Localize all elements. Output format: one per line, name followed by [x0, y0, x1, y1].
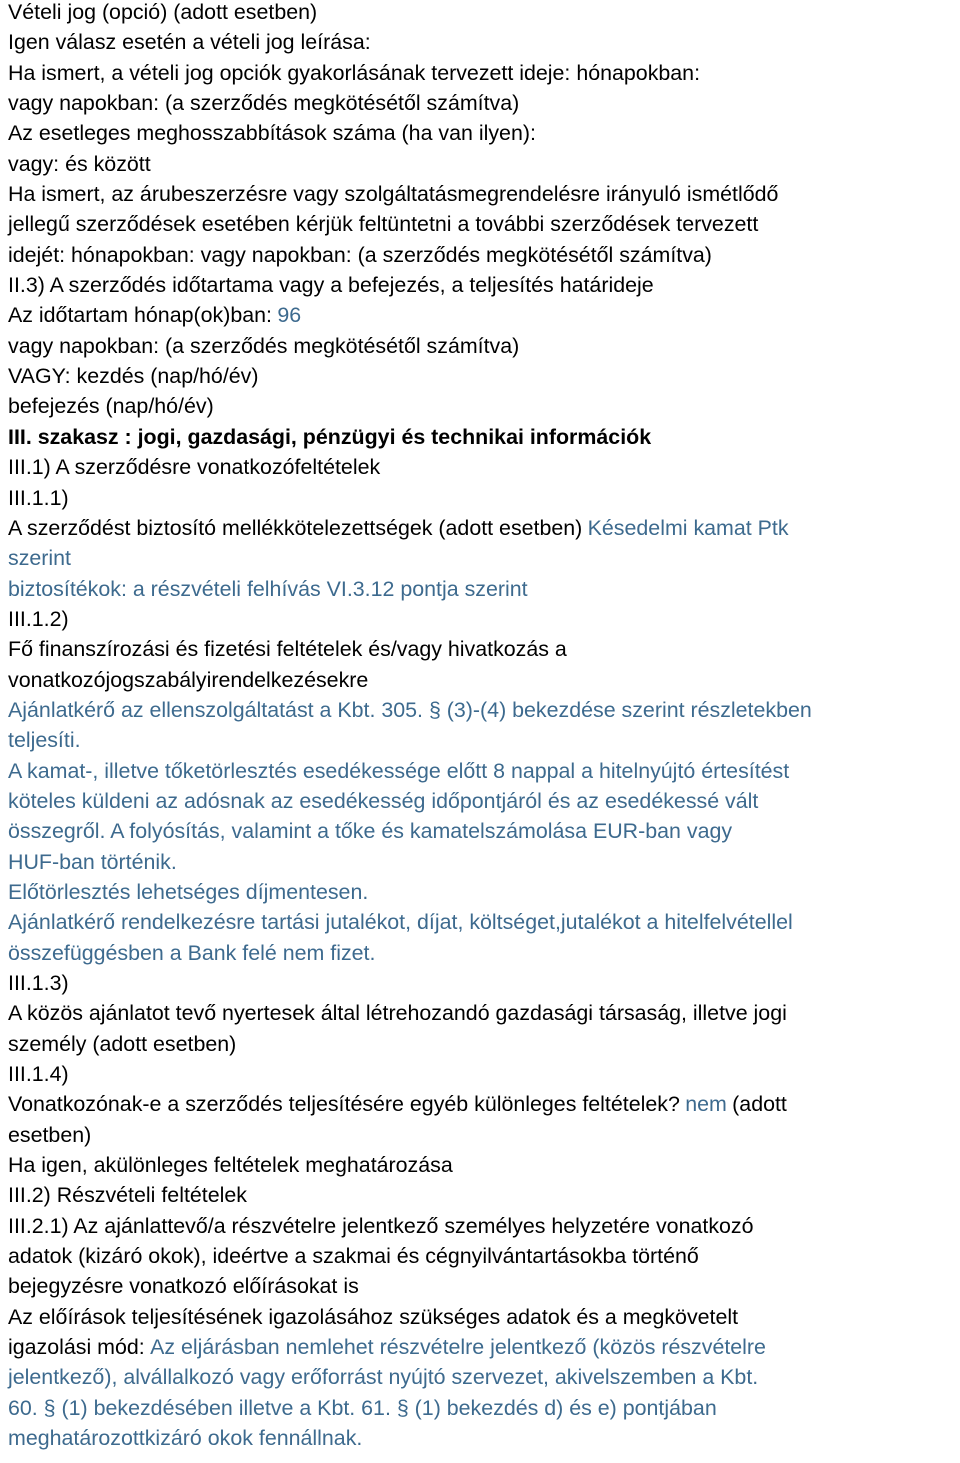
- extensions-range-label: vagy: és között: [8, 151, 151, 176]
- section-iii-1-4-heading: III.1.4): [8, 1062, 69, 1087]
- guarantees-value: Késedelmi kamat Ptk: [587, 515, 789, 540]
- verification-label: Az előírások teljesítésének igazolásához szükséges adatok és a megkövetelt: [8, 1304, 739, 1329]
- special-conditions-label: Vonatkozónak-e a szerződés teljesítésére egyéb különleges feltételek?: [8, 1092, 680, 1117]
- verification-mode-row: [8, 1332, 960, 1362]
- duration-months-value: 96: [277, 303, 302, 328]
- recurring-contracts-text-1: Ha ismert, az árubeszerzésre vagy szolgáltatásmegrendelésre irányuló ismétlődő: [8, 182, 779, 207]
- extensions-count-label: Az esetleges meghosszabbítások száma (ha van ilyen):: [8, 121, 536, 146]
- option-days-label: vagy napokban: (a szerződés megkötésétől számítva): [8, 91, 520, 116]
- financing-label-2: vonatkozójogszabályirendelkezésekre: [8, 667, 369, 692]
- section-iii-2-1-text-1: III.2.1) Az ajánlattevő/a részvételre jelentkező személyes helyzetére vonatkozó: [8, 1213, 754, 1238]
- document-text: [8, 0, 960, 1454]
- section-ii-3-heading: II.3) A szerződés időtartama vagy a befejezés, a teljesítés határideje: [8, 273, 654, 298]
- financing-value-4: köteles küldeni az adósnak az esedékesség időpontjáról és az esedékessé vált: [8, 788, 759, 813]
- section-iii-2-1-text-3: bejegyzésre vonatkozó előírásokat is: [8, 1274, 359, 1299]
- special-conditions-row: [8, 1089, 960, 1119]
- joint-bidders-label-1: A közös ajánlatot tevő nyertesek által létrehozandó gazdasági társaság, illetve jogi: [8, 1001, 787, 1026]
- duration-days-label: vagy napokban: (a szerződés megkötésétől számítva): [8, 333, 520, 358]
- option-right-description-label: Igen válasz esetén a vételi jog leírása:: [8, 30, 371, 55]
- section-iii-1-1-heading: III.1.1): [8, 485, 69, 510]
- section-iii-2-1-text-2: adatok (kizáró okok), ideértve a szakmai és cégnyilvántartásokba történő: [8, 1244, 699, 1269]
- guarantees-row: [8, 513, 960, 543]
- joint-bidders-label-2: személy (adott esetben): [8, 1031, 237, 1056]
- guarantees-label: A szerződést biztosító mellékkötelezettségek (adott esetben): [8, 515, 583, 540]
- financing-value-6: HUF-ban történik.: [8, 849, 177, 874]
- section-iii-1-3-heading: III.1.3): [8, 971, 69, 995]
- guarantees-value-cont-2: biztosítékok: a részvételi felhívás VI.3.12 pontja szerint: [8, 576, 528, 601]
- duration-months-label: Az időtartam hónap(ok)ban:: [8, 303, 272, 328]
- financing-value-7: Előtörlesztés lehetséges díjmentesen.: [8, 879, 369, 904]
- verification-mode-value: Az eljárásban nemlehet részvételre jelentkező (közös részvételre: [150, 1335, 766, 1360]
- recurring-contracts-text-2: jellegű szerződések esetében kérjük feltüntetni a további szerződések tervezett: [8, 212, 759, 237]
- verification-mode-value-cont-2: 60. § (1) bekezdésében illetve a Kbt. 61. § (1) bekezdés d) és e) pontjában: [8, 1395, 717, 1420]
- section-iii-1-heading: III.1) A szerződésre vonatkozófeltételek: [8, 455, 381, 480]
- financing-label-1: Fő finanszírozási és fizetési feltételek és/vagy hivatkozás a: [8, 637, 567, 662]
- financing-value-5: összegről. A folyósítás, valamint a tőke és kamatelszámolása EUR-ban vagy: [8, 819, 733, 844]
- section-iii-1-2-heading: III.1.2): [8, 606, 69, 631]
- verification-mode-value-cont-1: jelentkező), alvállalkozó vagy erőforrást nyújtó szervezet, akivelszemben a Kbt.: [8, 1365, 759, 1390]
- start-date-label: VAGY: kezdés (nap/hó/év): [8, 364, 259, 389]
- special-conditions-value: nem: [685, 1092, 727, 1117]
- section-iii-heading: III. szakasz : jogi, gazdasági, pénzügyi és technikai információk: [8, 424, 652, 449]
- end-date-label: befejezés (nap/hó/év): [8, 394, 214, 419]
- section-iii-2-heading: III.2) Részvételi feltételek: [8, 1183, 247, 1208]
- financing-value-1: Ajánlatkérő az ellenszolgáltatást a Kbt. 305. § (3)-(4) bekezdése szerint részletekben: [8, 697, 812, 722]
- special-conditions-tail-cont: esetben): [8, 1122, 92, 1147]
- financing-value-8: Ajánlatkérő rendelkezésre tartási jutalékot, díjat, költséget,jutalékot a hitelfelvétellel: [8, 910, 793, 935]
- financing-value-3: A kamat-, illetve tőketörlesztés esedékessége előtt 8 nappal a hitelnyújtó értesítést: [8, 758, 790, 783]
- option-right-heading: Vételi jog (opció) (adott esetben): [8, 0, 318, 24]
- duration-months-row: [8, 300, 960, 330]
- guarantees-value-cont-1: szerint: [8, 546, 72, 571]
- financing-value-2: teljesíti.: [8, 728, 81, 753]
- verification-mode-value-cont-3: meghatározottkizáró okok fennállnak.: [8, 1426, 363, 1451]
- option-exercise-time-label: Ha ismert, a vételi jog opciók gyakorlásának tervezett ideje: hónapokban:: [8, 60, 701, 85]
- financing-value-9: összefüggésben a Bank felé nem fizet.: [8, 940, 376, 965]
- recurring-contracts-text-3: idejét: hónapokban: vagy napokban: (a szerződés megkötésétől számítva): [8, 242, 712, 267]
- verification-mode-label: igazolási mód:: [8, 1335, 145, 1360]
- special-conditions-definition-label: Ha igen, akülönleges feltételek meghatározása: [8, 1153, 453, 1178]
- special-conditions-tail: (adott: [732, 1092, 787, 1117]
